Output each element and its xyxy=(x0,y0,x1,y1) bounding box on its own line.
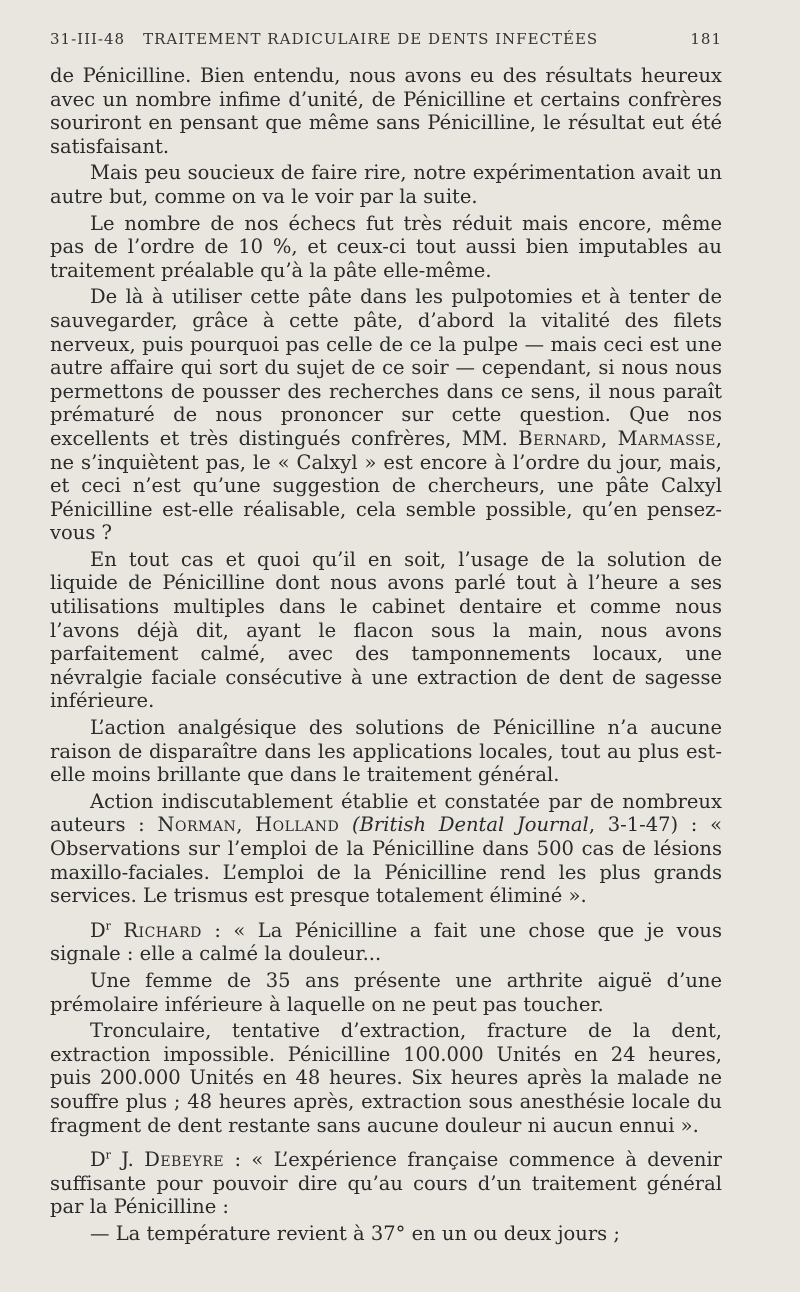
text-run: D xyxy=(90,918,106,942)
paragraph: Tronculaire, tentative d’extraction, fracture de la dent, extraction impossible. Pénicilline 100.000 Unités en 24 heures, puis 200.000 Unités en 48 heures. Six heures après la malade ne souffre plus ; 48 heures après, extraction sous anesthésie locale du fragment de dent restante sans aucune douleur ni aucun ennui ». xyxy=(50,1019,722,1137)
author-name: Holland xyxy=(255,813,340,837)
paragraph xyxy=(50,1148,722,1219)
text-run: , xyxy=(600,426,618,450)
paragraph: Le nombre de nos échecs fut très réduit mais encore, même pas de l’ordre de 10 %, et ceux-ci tout aussi bien imputables au traitement préalable qu’à la pâte elle-même. xyxy=(50,211,722,282)
text-run: J. xyxy=(110,1148,145,1172)
text-run: Action indiscutablement établie et constatée par de nombreux auteurs : xyxy=(50,789,722,837)
header-title: TRAITEMENT RADICULAIRE DE DENTS INFECTÉES xyxy=(143,30,599,48)
text-run: , xyxy=(236,813,256,837)
text-run: De là à utiliser cette pâte dans les pulpotomies et à tenter de sauvegarder, grâce à cette pâte, d’abord la vitalité des filets nerveux, puis pourquoi pas celle de ce la pulpe — mais ceci est une autre affaire qui sort du sujet de ce soir — cependant, si nous nous permettons de pousser des recherches dans ce sens, il nous paraît prématuré de nous prononcer sur cette question. Que nos excellents et très distingués confrères, MM. xyxy=(50,285,722,450)
paragraph: Mais peu soucieux de faire rire, notre expérimentation avait un autre but, comme on va le voir par la suite. xyxy=(50,161,722,208)
paragraph: de Pénicilline. Bien entendu, nous avons eu des résultats heureux avec un nombre infime d’unité, de Pénicilline et certains confrères souriront en pensant que même sans Pénicilline, le résultat eut été satisfaisant. xyxy=(50,64,722,158)
paragraph: — La température revient à 37° en un ou deux jours ; xyxy=(90,1221,620,1245)
text-run xyxy=(111,919,123,942)
text-run: : « La Pénicilline a fait une chose que je vous signale : elle a calmé la douleur... xyxy=(50,918,723,966)
page-number: 181 xyxy=(690,30,722,48)
header-date: 31-III-48 xyxy=(50,30,126,48)
text-run: D xyxy=(90,1148,106,1172)
paragraph: L’action analgésique des solutions de Pénicilline n’a aucune raison de disparaître dans les applications locales, tout au plus est-elle moins brillante que dans le traitement général. xyxy=(50,716,722,787)
paragraph: En tout cas et quoi qu’il en soit, l’usage de la solution de liquide de Pénicilline dont nous avons parlé tout à l’heure a ses utilisations multiples dans le cabinet dentaire et comme nous l’avons déjà dit, ayant le flacon sous la main, nous avons parfaitement calmé, avec des tamponnements locaux, une névralgie faciale consécutive à une extraction de dent de sagesse inférieure. xyxy=(50,547,722,713)
author-name: Marmasse xyxy=(617,426,716,450)
text-run: r xyxy=(105,919,111,933)
text-run: , ne s’inquiètent pas, le « Calxyl » est encore à l’ordre du jour, mais, et ceci n’est qu’une suggestion de chercheurs, une pâte Calxyl Pénicilline est-elle réalisable, cela semble possible, qu’en pensez-vous ? xyxy=(50,426,722,545)
author-name: Richard xyxy=(123,918,202,942)
text-run: , 3-1-47) : « Observations sur l’emploi de la Pénicilline dans 500 cas de lésions maxillo-faciales. L’emploi de la Pénicilline rend les plus grands services. Le trismus est presque totalement éliminé ». xyxy=(50,813,723,908)
paragraph xyxy=(50,919,722,966)
running-header xyxy=(50,30,722,48)
text-run xyxy=(339,813,352,836)
author-name: Norman xyxy=(157,813,237,837)
author-name: Bernard xyxy=(518,426,601,450)
body-text xyxy=(50,64,722,1246)
journal-title: (British Dental Journal xyxy=(351,813,589,837)
paragraph xyxy=(50,285,722,545)
paragraph xyxy=(50,790,722,908)
text-run: r xyxy=(105,1148,111,1162)
author-name: Debeyre xyxy=(144,1148,225,1172)
paragraph: Une femme de 35 ans présente une arthrite aiguë d’une prémolaire inférieure à laquelle on ne peut pas toucher. xyxy=(50,968,722,1016)
text-run: : « L’expérience française commence à devenir suffisante pour pouvoir dire qu’au cours d’un traitement général par la Pénicilline : xyxy=(50,1148,722,1219)
